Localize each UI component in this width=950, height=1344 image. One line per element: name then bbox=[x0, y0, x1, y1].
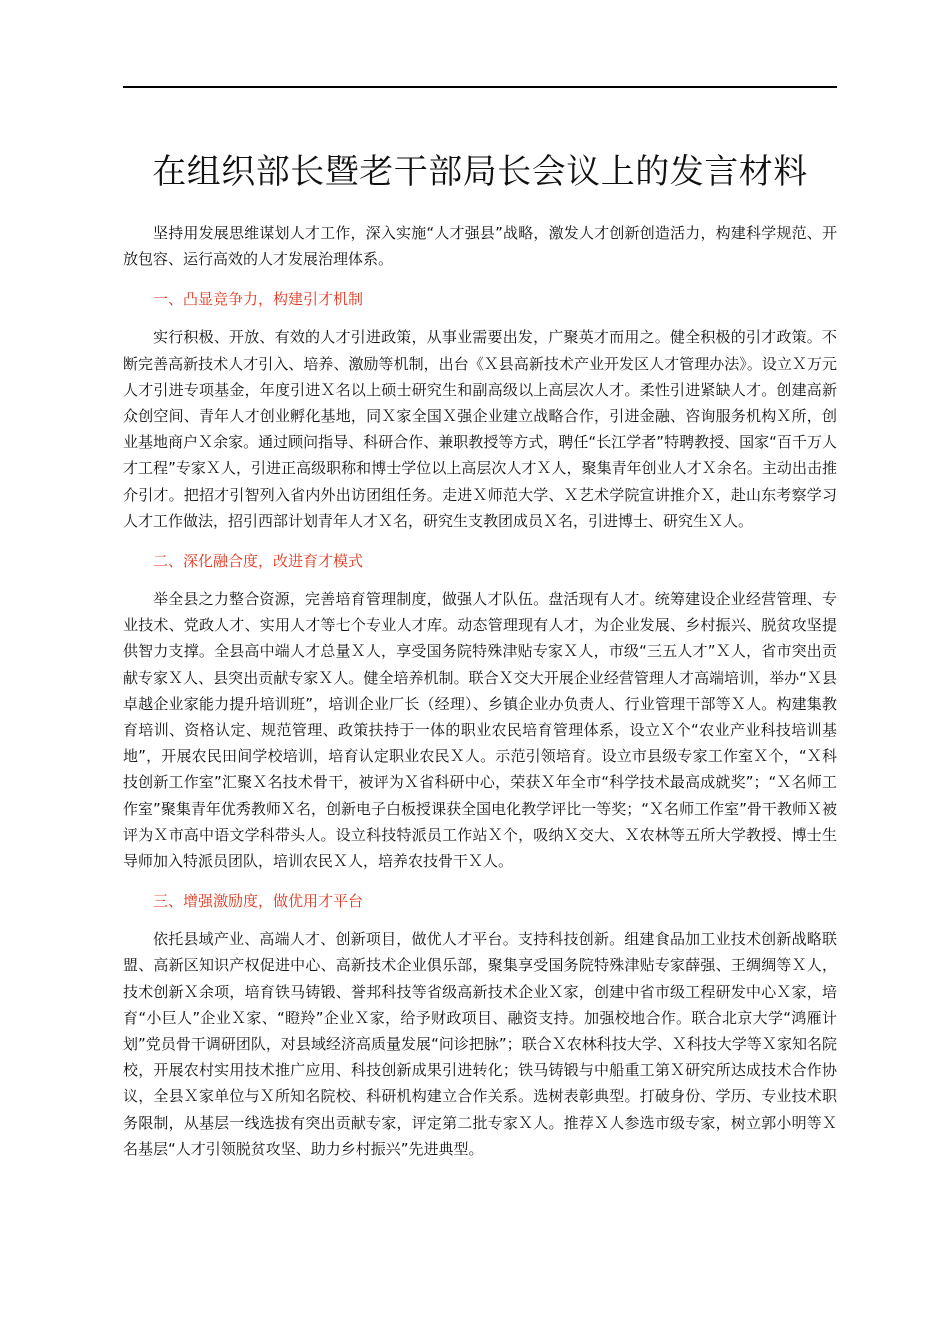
section-heading-3: 三、增强激励度，做优用才平台 bbox=[153, 892, 364, 911]
page-title: 在组织部长暨老干部局长会议上的发言材料 bbox=[152, 152, 808, 192]
section-heading-2: 二、深化融合度，改进育才模式 bbox=[153, 552, 364, 571]
document-body bbox=[123, 220, 837, 1162]
section-body-3: 依托县域产业、高端人才、创新项目，做优人才平台。支持科技创新。组建食品加工业技术创新战略联盟、高新区知识产权促进中心、高新技术企业俱乐部，聚集享受国务院特殊津贴专家薛强、王绸绸等Ｘ人，技术创新Ｘ余项，培育铁马铸锻、誉邦科技等省级高新技术企业Ｘ家，创建中省市级工程研发中心Ｘ家，培育“小巨人”企业Ｘ家、“瞪羚”企业Ｘ家，给予财政项目、融资支持。加强校地合作。联合北京大学“鸿雁计划”党员骨干调研团队，对县域经济高质量发展“问诊把脉”；联合Ｘ农林科技大学、Ｘ科技大学等Ｘ家知名院校，开展农村实用技术推广应用、科技创新成果引进转化；铁马铸锻与中船重工第Ｘ研究所达成技术合作协议，全县Ｘ家单位与Ｘ所知名院校、科研机构建立合作关系。选树表彰典型。打破身份、学历、专业技术职务限制，从基层一线选拔有突出贡献专家，评定第二批专家Ｘ人。推荐Ｘ人参选市级专家，树立郭小明等Ｘ名基层“人才引领脱贫攻坚、助力乡村振兴”先进典型。 bbox=[123, 930, 837, 1158]
section-body-1: 实行积极、开放、有效的人才引进政策，从事业需要出发，广聚英才而用之。健全积极的引才政策。不断完善高新技术人才引入、培养、激励等机制，出台《Ｘ县高新技术产业开发区人才管理办法》。设立Ｘ万元人才引进专项基金，年度引进Ｘ名以上硕士研究生和副高级以上高层次人才。柔性引进紧缺人才。创建高新众创空间、青年人才创业孵化基地，同Ｘ家全国Ｘ强企业建立战略合作，引进金融、咨询服务机构Ｘ所，创业基地商户Ｘ余家。通过顾问指导、科研合作、兼职教授等方式，聘任“长江学者”特聘教授、国家“百千万人才工程”专家Ｘ人，引进正高级职称和博士学位以上高层次人才Ｘ人，聚集青年创业人才Ｘ余名。主动出击推介引才。把招才引智列入省内外出访团组任务。走进Ｘ师范大学、Ｘ艺术学院宣讲推介Ｘ，赴山东考察学习人才工作做法，招引西部计划青年人才Ｘ名，研究生支教团成员Ｘ名，引进博士、研究生Ｘ人。 bbox=[123, 328, 837, 530]
intro-paragraph: 坚持用发展思维谋划人才工作，深入实施“人才强县”战略，激发人才创新创造活力，构建科学规范、开放包容、运行高效的人才发展治理体系。 bbox=[123, 224, 837, 269]
header-rule bbox=[123, 86, 837, 88]
section-heading-1: 一、凸显竞争力，构建引才机制 bbox=[153, 290, 364, 309]
section-body-2: 举全县之力整合资源，完善培育管理制度，做强人才队伍。盘活现有人才。统筹建设企业经营管理、专业技术、党政人才、实用人才等七个专业人才库。动态管理现有人才，为企业发展、乡村振兴、脱贫攻坚提供智力支撑。全县高中端人才总量Ｘ人，享受国务院特殊津贴专家Ｘ人，市级“三五人才”Ｘ人，省市突出贡献专家Ｘ人、县突出贡献专家Ｘ人。健全培养机制。联合Ｘ交大开展企业经营管理人才高端培训，举办“Ｘ县卓越企业家能力提升培训班”，培训企业厂长（经理）、乡镇企业办负责人、行业管理干部等Ｘ人。构建集教育培训、资格认定、规范管理、政策扶持于一体的职业农民培育管理体系，设立Ｘ个“农业产业科技培训基地”，开展农民田间学校培训，培育认定职业农民Ｘ人。示范引领培育。设立市县级专家工作室Ｘ个，“Ｘ科技创新工作室”汇聚Ｘ名技术骨干，被评为Ｘ省科研中心，荣获Ｘ年全市“科学技术最高成就奖”；“Ｘ名师工作室”聚集青年优秀教师Ｘ名，创新电子白板授课获全国电化教学评比一等奖；“Ｘ名师工作室”骨干教师Ｘ被评为Ｘ市高中语文学科带头人。设立科技特派员工作站Ｘ个，吸纳Ｘ交大、Ｘ农林等五所大学教授、博士生导师加入特派员团队，培训农民Ｘ人，培养农技骨干Ｘ人。 bbox=[123, 590, 837, 871]
